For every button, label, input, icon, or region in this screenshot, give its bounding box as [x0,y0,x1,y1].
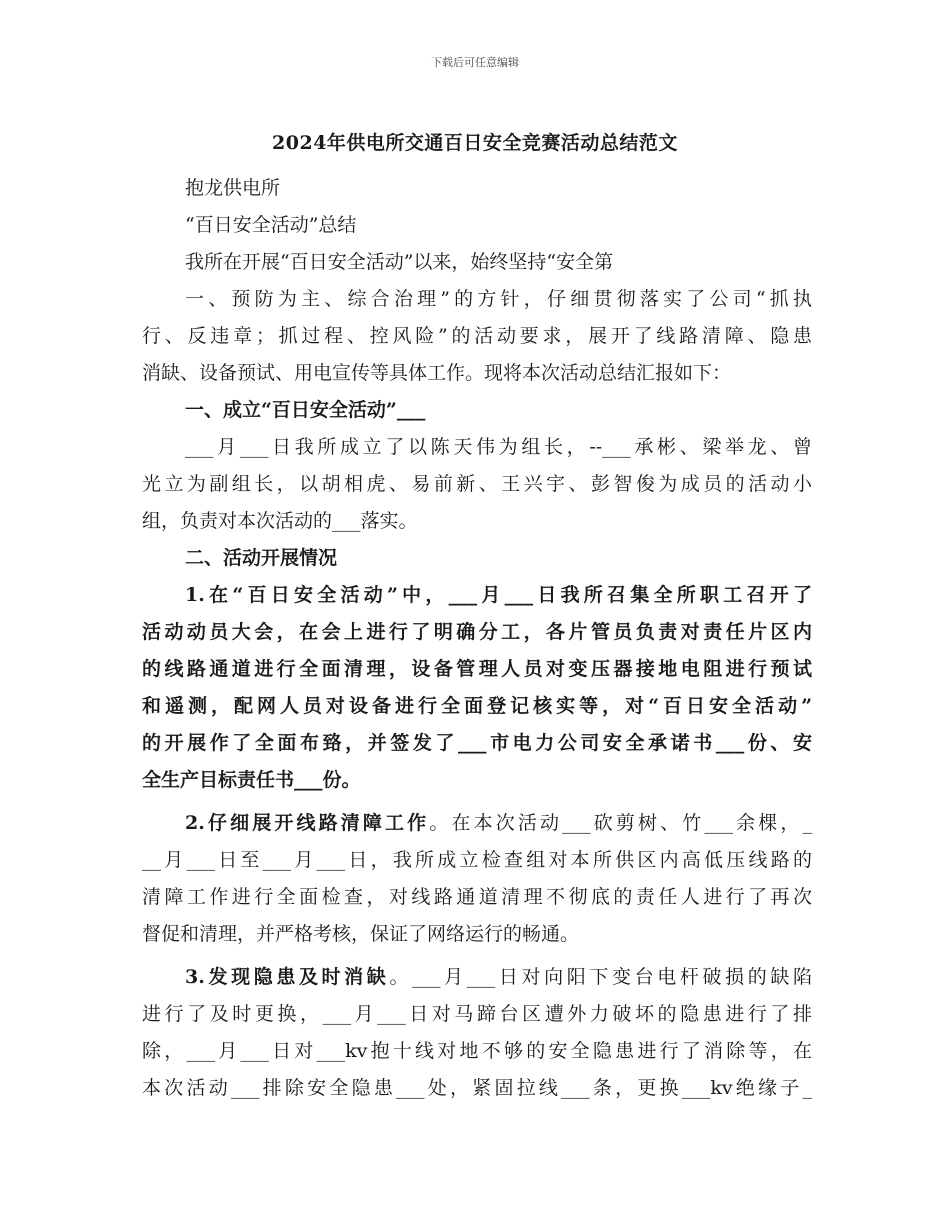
paragraph-line [142,805,812,842]
paragraph-line: ___月___日我所成立了以陈天伟为组长，--___承彬、梁举龙、曾 [185,436,812,458]
paragraph-line: 清障工作进行全面检查，对线路通道清理不彻底的责任人进行了再次 [142,886,812,908]
item-2-lead: 2.仔细展开线路清障工作 [185,812,430,834]
paragraph-line: 光立为副组长，以胡相虎、易前新、王兴宇、彭智俊为成员的活动小 [142,473,812,495]
paragraph-line: 除，___月___日对___kv抱十线对地不够的安全隐患进行了消除等，在 [142,1040,812,1062]
bold-paragraph-line: 1.在“百日安全活动”中，___月___日我所召集全所职工召开了 [185,584,812,606]
bold-paragraph-line: 的线路通道进行全面清理，设备管理人员对变压器接地电阻进行预试 [142,658,812,680]
item-3-lead: 3.发现隐患及时消缺 [185,966,390,988]
paragraph-line: 行、反违章；抓过程、控风险”的活动要求，展开了线路清障、隐患 [142,325,812,347]
paragraph-line: 我所在开展“百日安全活动”以来，始终坚持“安全第 [185,251,614,273]
paragraph-line: 督促和清理，并严格考核，保证了网络运行的畅通。 [142,923,580,945]
bold-paragraph-line: 全生产目标责任书___份。 [142,769,361,791]
section-heading-2: 二、活动开展情况 [185,547,338,569]
paragraph-line: __月___日至___月___日，我所成立检查组对本所供区内高低压线路的 [142,849,812,871]
document-title: 2024年供电所交通百日安全竞赛活动总结范文 [272,132,678,154]
paragraph-line: 本次活动___排除安全隐患___处，紧固拉线___条，更换___kv绝缘子_ [142,1077,812,1099]
paragraph-line: 组，负责对本次活动的___落实。 [142,510,418,532]
org-name: 抱龙供电所 [185,177,281,199]
summary-heading: “百日安全活动”总结 [185,214,357,236]
bold-paragraph-line: 活动动员大会，在会上进行了明确分工，各片管员负责对责任片区内 [142,621,812,643]
paragraph-line: 消缺、设备预试、用电宣传等具体工作。现将本次活动总结汇报如下： [142,362,732,384]
item-2-text: 。在本次活动___砍剪树、竹___余棵，_ [429,812,812,834]
section-heading-1: 一、成立“百日安全活动”___ [185,399,426,421]
paragraph-line: 进行了及时更换，___月___日对马蹄台区遭外力破坏的隐患进行了排 [142,1003,812,1025]
item-3-text: 。___月___日对向阳下变台电杆破损的缺陷 [389,966,812,988]
paragraph-line: 一、预防为主、综合治理”的方针，仔细贯彻落实了公司“抓执 [185,288,812,310]
document-body [142,170,812,1107]
paragraph-line [142,959,812,996]
bold-paragraph-line: 和遥测，配网人员对设备进行全面登记核实等，对“百日安全活动” [142,695,812,717]
bold-paragraph-line: 的开展作了全面布臵，并签发了___市电力公司安全承诺书___份、安 [142,732,812,754]
page-header-note: 下载后可任意编辑 [431,56,519,69]
